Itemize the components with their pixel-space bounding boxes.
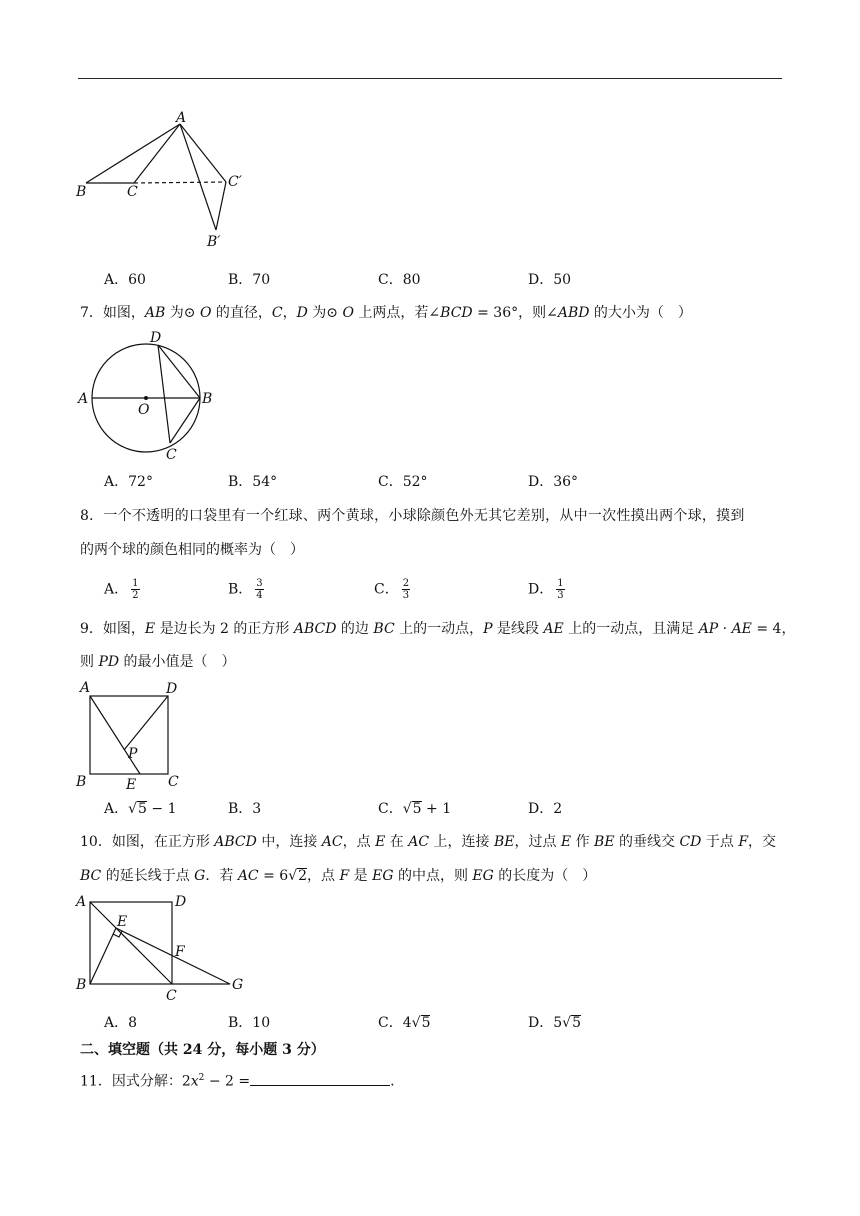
fraction: $\frac{3}{4}$	[256, 578, 263, 601]
square-ABCD	[90, 696, 168, 774]
q10-option-b: B．10	[228, 1015, 271, 1031]
diagonal-AC	[90, 902, 172, 984]
q6-figure	[70, 112, 260, 252]
label-D: D	[175, 894, 187, 910]
q10-figure	[74, 892, 254, 1004]
segment-AC	[134, 124, 180, 183]
label-A: A	[176, 110, 187, 126]
q9-stem-line1: 9．如图，E 是边长为 2 的正方形 ABCD 的边 BC 上的一动点，P 是线段 AE 上的一动点，且满足 AP · AE = 4，	[80, 621, 796, 637]
q7-option-d: D．36°	[528, 474, 579, 490]
q9-option-a: A．√5 − 1	[104, 801, 177, 817]
label-E: E	[126, 777, 137, 793]
q7-option-a: A．72°	[104, 474, 153, 490]
q6-option-d: D．50	[528, 272, 572, 288]
q7-option-c: C．52°	[378, 474, 428, 490]
q10-option-a: A．8	[104, 1015, 138, 1031]
label-B: B	[202, 391, 213, 407]
q8-option-c: C． $\frac{2}{3}$	[374, 578, 410, 601]
fraction: $\frac{2}{3}$	[402, 578, 410, 601]
label-B-prime: B′	[207, 234, 221, 250]
q9-option-c: C．√5 + 1	[378, 801, 452, 817]
label-P: P	[128, 746, 138, 762]
q6-option-b: B．70	[228, 272, 271, 288]
segment-AC1	[180, 124, 226, 182]
segment-DC	[158, 345, 170, 443]
q10-option-d: D．5√5	[528, 1015, 581, 1031]
q11-stem: 11．因式分解：$2x^2 - 2$ = .	[80, 1068, 395, 1092]
segment-PD	[124, 696, 168, 750]
label-C-prime: C′	[228, 174, 242, 190]
label-B: B	[76, 774, 87, 790]
q9-figure	[74, 678, 194, 792]
label-A: A	[78, 391, 89, 407]
q10-stem-line1: 10．如图，在正方形 ABCD 中，连接 AC，点 E 在 AC 上，连接 BE，过点 E 作 BE 的垂线交 CD 于点 F，交	[80, 834, 777, 850]
q7-option-b: B．54°	[228, 474, 278, 490]
section-title: 二、填空题（共 24 分，每小题 3 分）	[80, 1042, 325, 1058]
label-C: C	[127, 184, 138, 200]
q10-stem-line2: BC 的延长线于点 G．若 AC = 6√2，点 F 是 EG 的中点，则 EG 的长度为（ ）	[80, 868, 597, 884]
label-O: O	[138, 402, 150, 418]
segment-CC1-dashed	[134, 182, 226, 183]
segment-BE	[90, 928, 116, 984]
fraction: $\frac{1}{2}$	[132, 578, 139, 601]
q9-stem-line2: 则 PD 的最小值是（ ）	[80, 654, 236, 670]
label-E: E	[117, 914, 128, 930]
q8-option-a: A． $\frac{1}{2}$	[104, 578, 139, 601]
segment-AB	[86, 124, 180, 183]
q8-option-b: B． $\frac{3}{4}$	[228, 578, 263, 601]
q6-option-c: C．80	[378, 272, 421, 288]
label-C: C	[166, 447, 177, 463]
q7-figure	[74, 330, 224, 466]
label-A: A	[80, 680, 91, 696]
q9-option-d: D．2	[528, 801, 563, 817]
fraction: $\frac{1}{3}$	[557, 578, 564, 601]
q10-option-c: C．4√5	[378, 1015, 431, 1031]
label-D: D	[150, 330, 162, 346]
label-C: C	[168, 774, 179, 790]
label-D: D	[166, 681, 178, 697]
segment-AB1	[180, 124, 216, 230]
q6-option-a: A．60	[104, 272, 146, 288]
label-A: A	[76, 894, 87, 910]
label-B: B	[76, 184, 87, 200]
segment-AE	[90, 696, 140, 774]
segment-EG	[116, 928, 230, 984]
q8-stem-line1: 8．一个不透明的口袋里有一个红球、两个黄球，小球除颜色外无其它差别，从中一次性摸出两个球，摸到	[80, 508, 745, 524]
label-F: F	[175, 944, 185, 960]
label-B: B	[76, 977, 87, 993]
q9-option-b: B．3	[228, 801, 262, 817]
q8-option-d: D． $\frac{1}{3}$	[528, 578, 564, 601]
q8-stem-line2: 的两个球的颜色相同的概率为（ ）	[80, 542, 304, 558]
segment-C1B1	[216, 182, 226, 230]
answer-blank[interactable]	[250, 1071, 390, 1086]
q7-stem: 7．如图，AB 为⊙ O 的直径，C，D 为⊙ O 上两点，若∠BCD = 36°，则∠ABD 的大小为（ ）	[80, 305, 692, 321]
label-G: G	[232, 977, 244, 993]
header-rule	[78, 78, 782, 79]
center-point	[144, 396, 148, 400]
label-C: C	[166, 988, 177, 1004]
